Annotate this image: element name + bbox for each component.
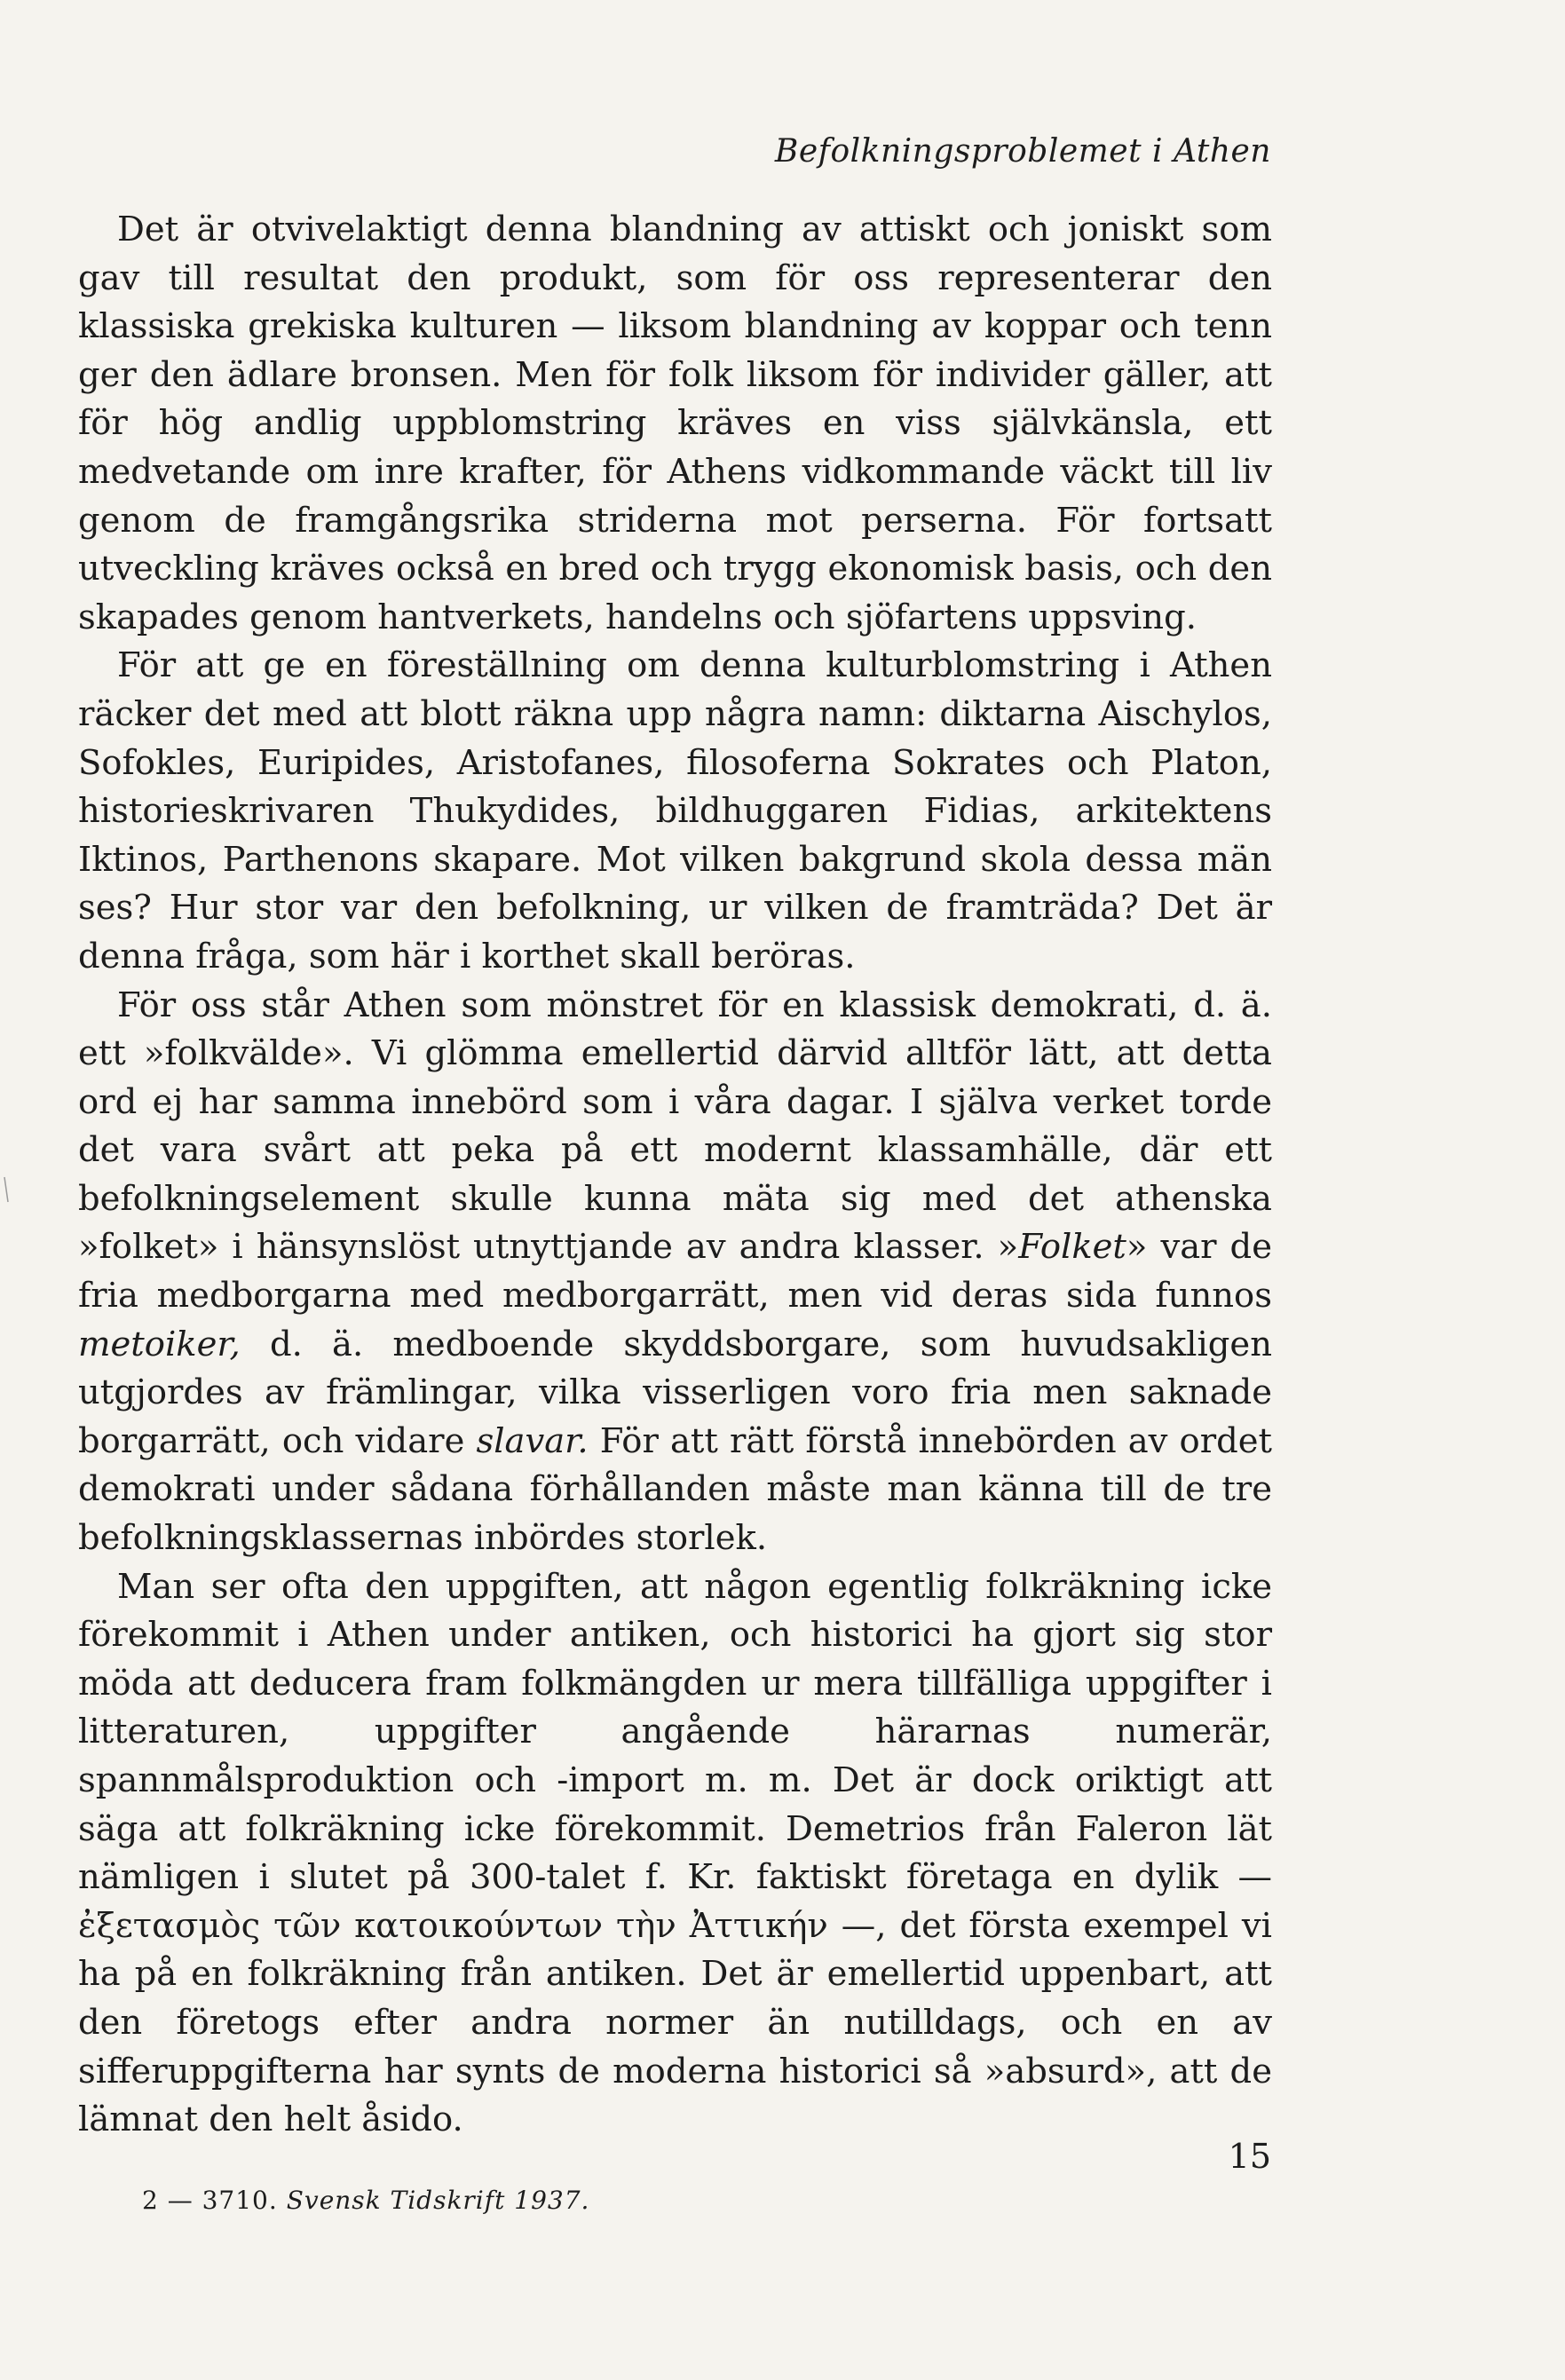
margin-mark <box>4 1176 9 1203</box>
italic-text: metoiker, <box>78 1324 241 1364</box>
paragraph-text: » var de fria medborgarna med medborgarrätt, men vid deras sida funnos <box>78 1227 1272 1317</box>
footer-signature: 2 — 3710. <box>142 2186 278 2215</box>
running-head: Befolkningsproblemet i Athen <box>774 133 1271 170</box>
paragraph <box>78 1563 1272 2145</box>
paragraph-text: För att rätt förstå innebörden av ordet demokrati under sådana förhållanden måste man känna till de tre befolkningsklassernas inbördes storlek. <box>78 1420 1272 1559</box>
paragraph-text: Man ser ofta den uppgiften, att någon egentlig folkräkning icke förekommit i Athen under antiken, och historici ha gjort sig stor möda att deducera fram folkmängden ur mera tillfälliga uppgifter i litteraturen, uppgifter angående härarnas numerär, spannmålsproduktion och -import m. m. Det är dock oriktigt att säga att folkräkning icke förekommit. Demetrios från Faleron lät nämligen i slutet på 300-talet f. Kr. faktiskt företaga en dylik — ἐξετασμὸς τῶν κατοικούντων τὴν Ἀττικήν —, det första exempel vi ha på en folkräkning från antiken. Det är emellertid uppenbart, att den företogs efter andra normer än nutilldags, och en av sifferuppgifterna har synts de moderna historici så »absurd», att de lämnat den helt åsido. <box>78 1566 1272 2140</box>
paragraph-text: Det är otvivelaktigt denna blandning av attiskt och joniskt som gav till resultat den produkt, som för oss representerar den klassiska grekiska kulturen — liksom blandning av koppar och tenn ger den ädlare bronsen. Men för folk liksom för individer gäller, att för hög andlig uppblomstring kräves en viss självkänsla, ett medvetande om inre krafter, för Athens vidkommande väckt till liv genom de framgångsrika striderna mot perserna. För fortsatt utveckling kräves också en bred och trygg ekonomisk basis, och den skapades genom hantverkets, handelns och sjöfartens uppsving. <box>78 210 1272 637</box>
footer-journal: Svensk Tidskrift 1937. <box>286 2186 590 2215</box>
paragraph <box>78 982 1272 1563</box>
italic-text: slavar. <box>476 1420 589 1461</box>
body-text <box>78 206 1272 2145</box>
paragraph-text: d. ä. medboende skyddsborgare, som huvudsakligen utgjordes av främlingar, vilka visserligen voro fria men saknade borgarrätt, och vidare <box>78 1324 1272 1461</box>
paragraph-text: För att ge en föreställning om denna kulturblomstring i Athen räcker det med att blott räkna upp några namn: diktarna Aischylos, Sofokles, Euripides, Aristofanes, filosoferna Sokrates och Platon, historieskrivaren Thukydides, bildhuggaren Fidias, arkitektens Iktinos, Parthenons skapare. Mot vilken bakgrund skola dessa män ses? Hur stor var den befolkning, ur vilken de framträda? Det är denna fråga, som här i korthet skall beröras. <box>78 645 1272 977</box>
paragraph <box>78 642 1272 981</box>
paragraph <box>78 206 1272 642</box>
paragraph-text: För oss står Athen som mönstret för en klassisk demokrati, d. ä. ett »folkvälde». Vi glömma emellertid därvid alltför lätt, att detta ord ej har samma innebörd som i våra dagar. I själva verket torde det vara svårt att peka på ett modernt klassamhälle, där ett befolkningselement skulle kunna mäta sig med det athenska »folket» i hänsynslöst utnyttjande av andra klasser. » <box>78 984 1272 1268</box>
footer <box>142 2186 589 2215</box>
page-number: 15 <box>1228 2137 1271 2176</box>
italic-text: Folket <box>1018 1227 1126 1268</box>
